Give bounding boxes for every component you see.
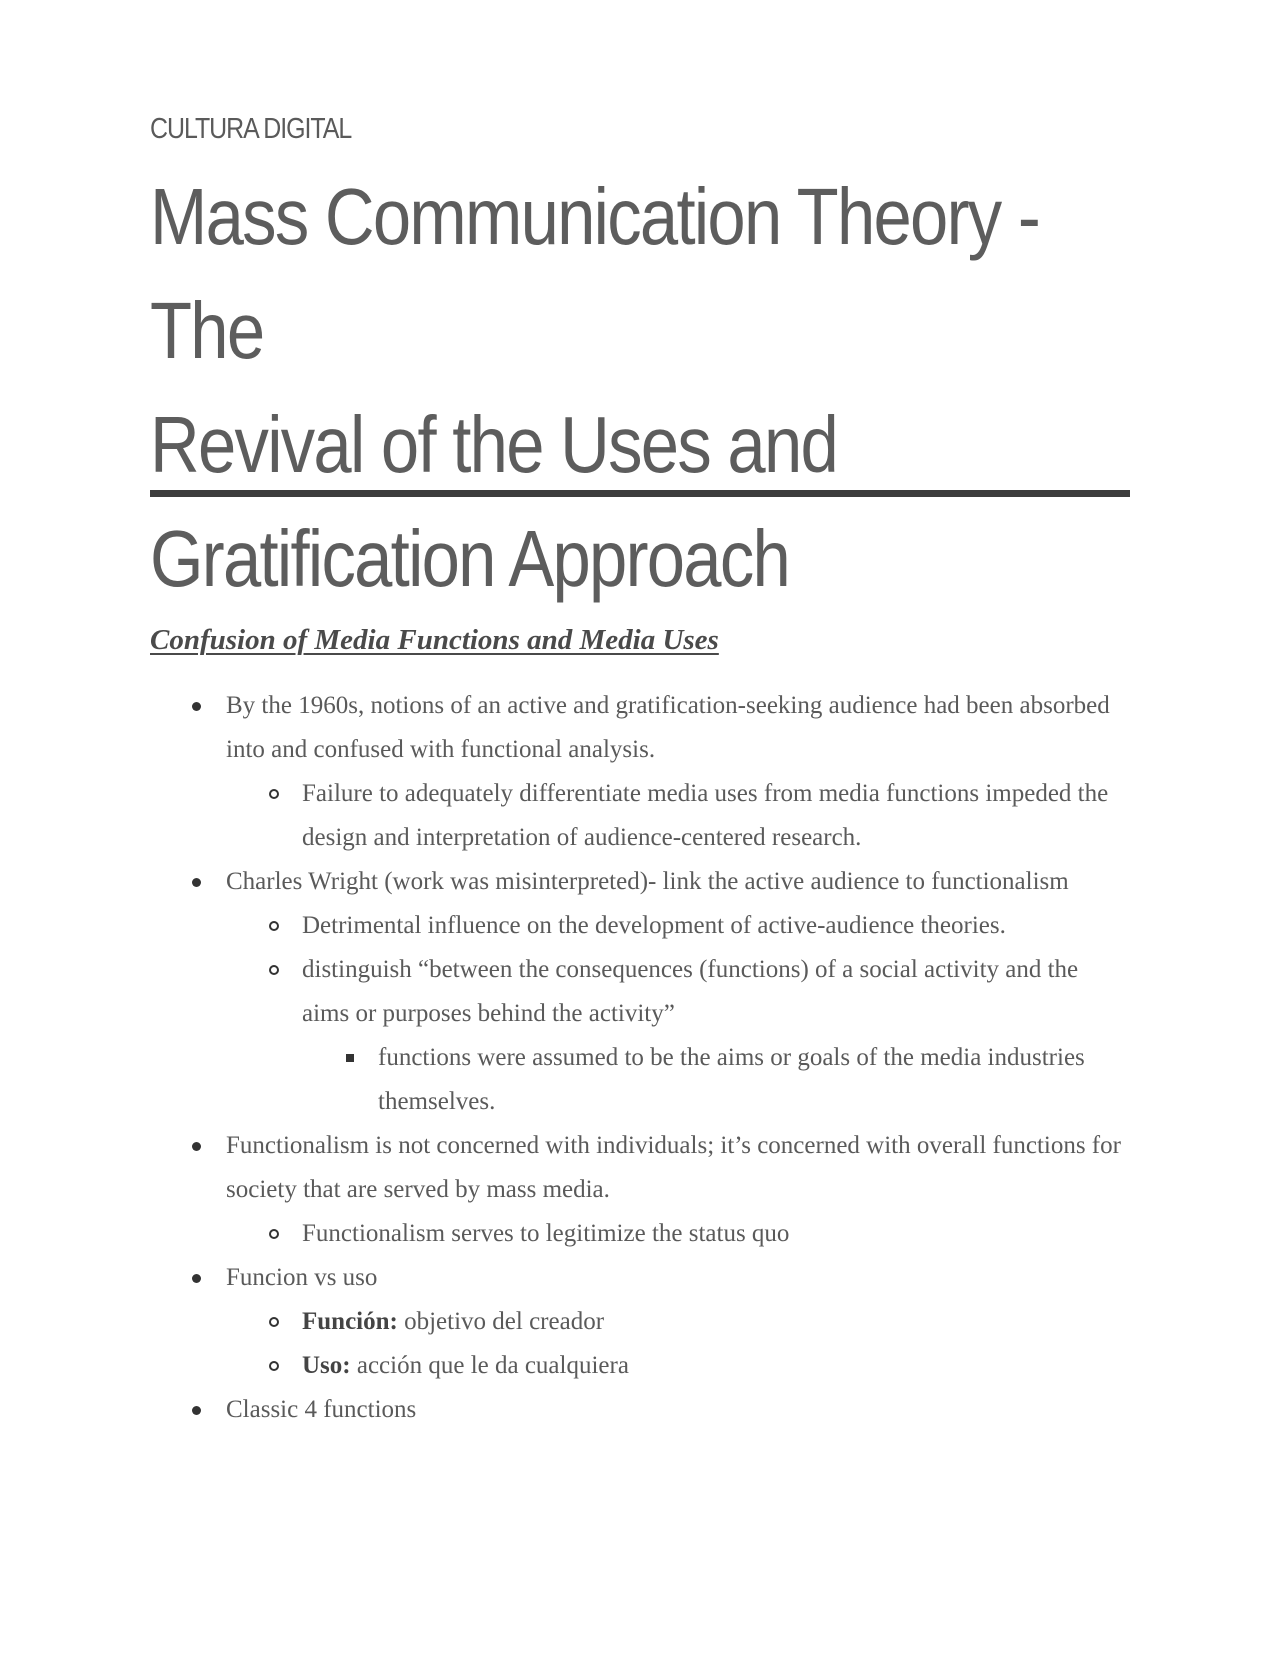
sub-bullet-list [226, 1212, 1130, 1256]
definition-text: acción que le da cualquiera [350, 1352, 629, 1379]
sub-sub-list-item [302, 1036, 1130, 1124]
bullet-list-container [150, 684, 1130, 1432]
list-item-text: Functionalism is not concerned with individuals; it’s concerned with overall functions for society that are served by mass media. [226, 1132, 1121, 1203]
bullet-list [150, 684, 1130, 1432]
list-item-text: Classic 4 functions [226, 1396, 417, 1423]
definition-term: Uso: [302, 1352, 351, 1379]
sub-list-item [226, 948, 1130, 1124]
sub-list-item-text: Functionalism serves to legitimize the status quo [302, 1220, 790, 1247]
definition-term: Función: [302, 1308, 398, 1335]
sub-list-item [226, 1344, 1130, 1388]
list-item [150, 1256, 1130, 1388]
sub-sub-bullet-list [302, 1036, 1130, 1124]
list-item-text: By the 1960s, notions of an active and gratification-seeking audience had been absorbed into and confused with functional analysis. [226, 692, 1110, 763]
title-line-3: Gratification Approach [150, 514, 790, 603]
list-item [150, 860, 1130, 1124]
title-line-2: Revival of the Uses and [150, 400, 838, 489]
section-heading: Confusion of Media Functions and Media Uses [150, 624, 719, 656]
title-divider [150, 490, 1130, 497]
list-item-text: Funcion vs uso [226, 1264, 378, 1291]
sub-bullet-list [226, 772, 1130, 860]
sub-list-item-text: Detrimental influence on the development of active-audience theories. [302, 912, 1006, 939]
category-label: CULTURA DIGITAL [150, 113, 352, 145]
definition-text: objetivo del creador [397, 1308, 605, 1335]
sub-list-item-text: distinguish “between the consequences (functions) of a social activity and the aims or purposes behind the activity” [302, 956, 1079, 1027]
sub-list-item [226, 772, 1130, 860]
sub-list-item-text: Failure to adequately differentiate media uses from media functions impeded the design and interpretation of audience-centered research. [302, 780, 1109, 851]
sub-list-item [226, 1300, 1130, 1344]
sub-list-item [226, 1212, 1130, 1256]
page-title [150, 160, 1096, 616]
list-item [150, 684, 1130, 860]
list-item-text: Charles Wright (work was misinterpreted)- link the active audience to functionalism [226, 868, 1069, 895]
sub-list-item [226, 904, 1130, 948]
sub-sub-list-item-text: functions were assumed to be the aims or goals of the media industries themselves. [378, 1044, 1085, 1115]
list-item [150, 1388, 1130, 1432]
sub-bullet-list [226, 904, 1130, 1124]
title-line-1: Mass Communication Theory - The [150, 172, 1040, 375]
list-item [150, 1124, 1130, 1256]
sub-bullet-list [226, 1300, 1130, 1388]
